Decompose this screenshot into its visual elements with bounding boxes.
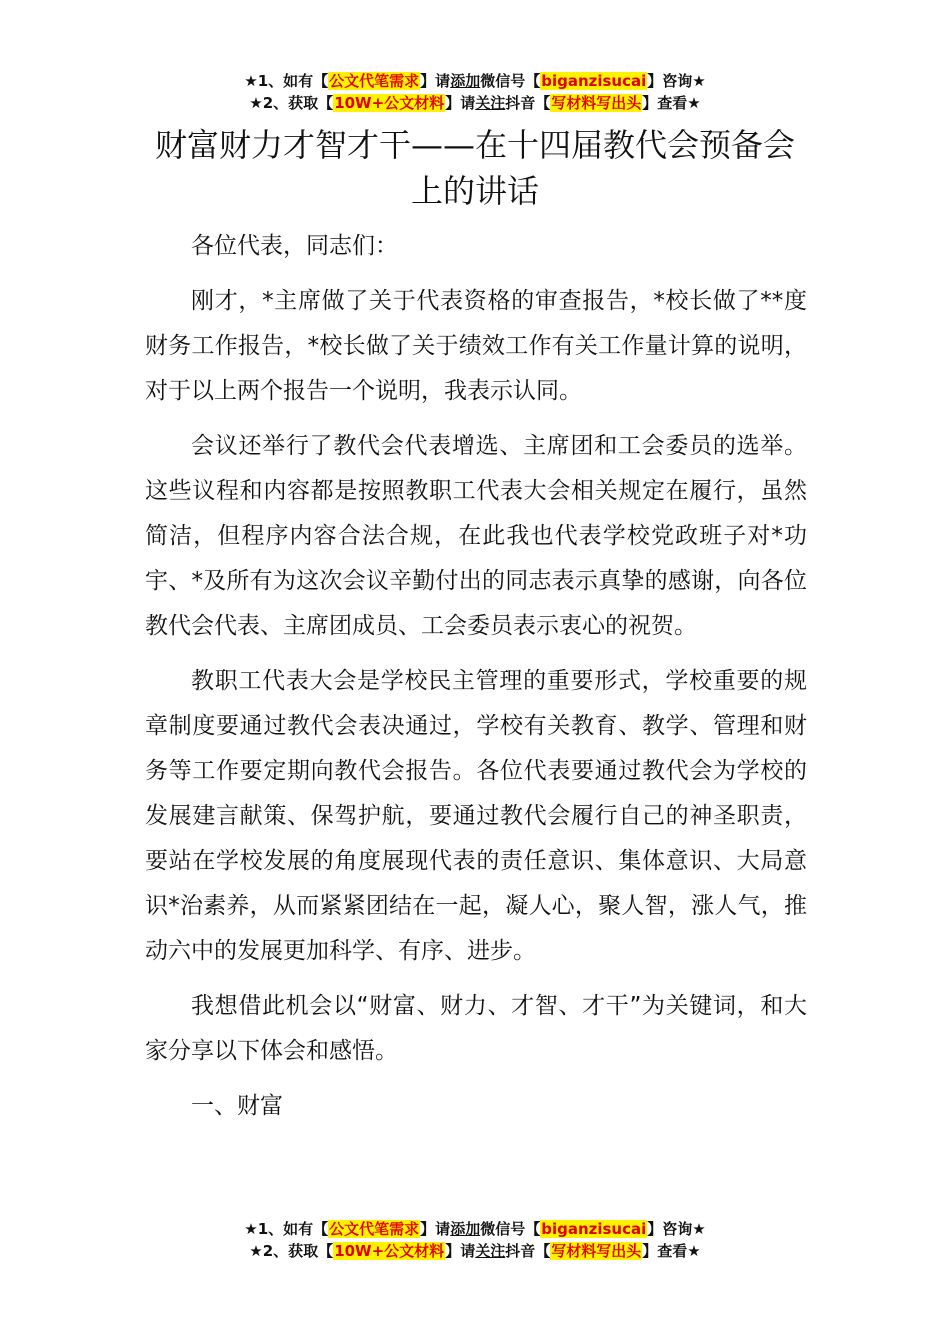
paragraph: 刚才，*主席做了关于代表资格的审查报告，*校长做了**度财务工作报告，*校长做了关于绩效工作有关工作量计算的说明，对于以上两个报告一个说明，我表示认同。 bbox=[145, 288, 807, 404]
paragraph: 会议还举行了教代会代表增选、主席团和工会委员的选举。这些议程和内容都是按照教职工代表大会相关规定在履行，虽然简洁，但程序内容合法合规，在此我也代表学校党政班子对*功宇、*及所有为这次会议辛勤付出的同志表示真挚的感谢，向各位教代会代表、主席团成员、工会委员表示衷心的祝贺。 bbox=[145, 433, 807, 639]
highlight-douyin-id: 写材料写出头 bbox=[551, 1242, 642, 1260]
promo-line-2: ★2、获取【10W+公文材料】请关注抖音【写材料写出头】查看★ bbox=[249, 1242, 701, 1260]
promo-line-1: ★1、如有【公文代笔需求】请添加微信号【biganzisucai】咨询★ bbox=[244, 72, 706, 90]
highlight-wechat-id: biganzisucai bbox=[541, 72, 647, 90]
highlight-wechat-id: biganzisucai bbox=[541, 1220, 647, 1238]
promo-banner-top bbox=[0, 70, 950, 114]
highlight-douyin-id: 写材料写出头 bbox=[551, 94, 642, 112]
section-heading: 一、财富 bbox=[191, 1093, 283, 1119]
paragraph: 教职工代表大会是学校民主管理的重要形式，学校重要的规章制度要通过教代会表决通过，学校有关教育、教学、管理和财务等工作要定期向教代会报告。各位代表要通过教代会为学校的发展建言献策、保驾护航，要通过教代会履行自己的神圣职责，要站在学校发展的角度展现代表的责任意识、集体意识、大局意识*治素养，从而紧紧团结在一起，凝人心，聚人智，涨人气，推动六中的发展更加科学、有序、进步。 bbox=[145, 668, 807, 964]
promo-banner-bottom bbox=[0, 1218, 950, 1262]
highlight-materials: 10W+公文材料 bbox=[334, 94, 445, 112]
promo-line-1: ★1、如有【公文代笔需求】请添加微信号【biganzisucai】咨询★ bbox=[244, 1220, 706, 1238]
highlight-service: 公文代笔需求 bbox=[329, 72, 420, 90]
highlight-materials: 10W+公文材料 bbox=[334, 1242, 445, 1260]
document-body bbox=[145, 224, 807, 1139]
highlight-service: 公文代笔需求 bbox=[329, 1220, 420, 1238]
paragraph: 我想借此机会以“财富、财力、才智、才干”为关键词，和大家分享以下体会和感悟。 bbox=[145, 993, 807, 1064]
salutation: 各位代表，同志们： bbox=[191, 233, 398, 259]
promo-line-2: ★2、获取【10W+公文材料】请关注抖音【写材料写出头】查看★ bbox=[249, 94, 701, 112]
document-title: 财富财力才智才干——在十四届教代会预备会上的讲话 bbox=[154, 126, 795, 210]
